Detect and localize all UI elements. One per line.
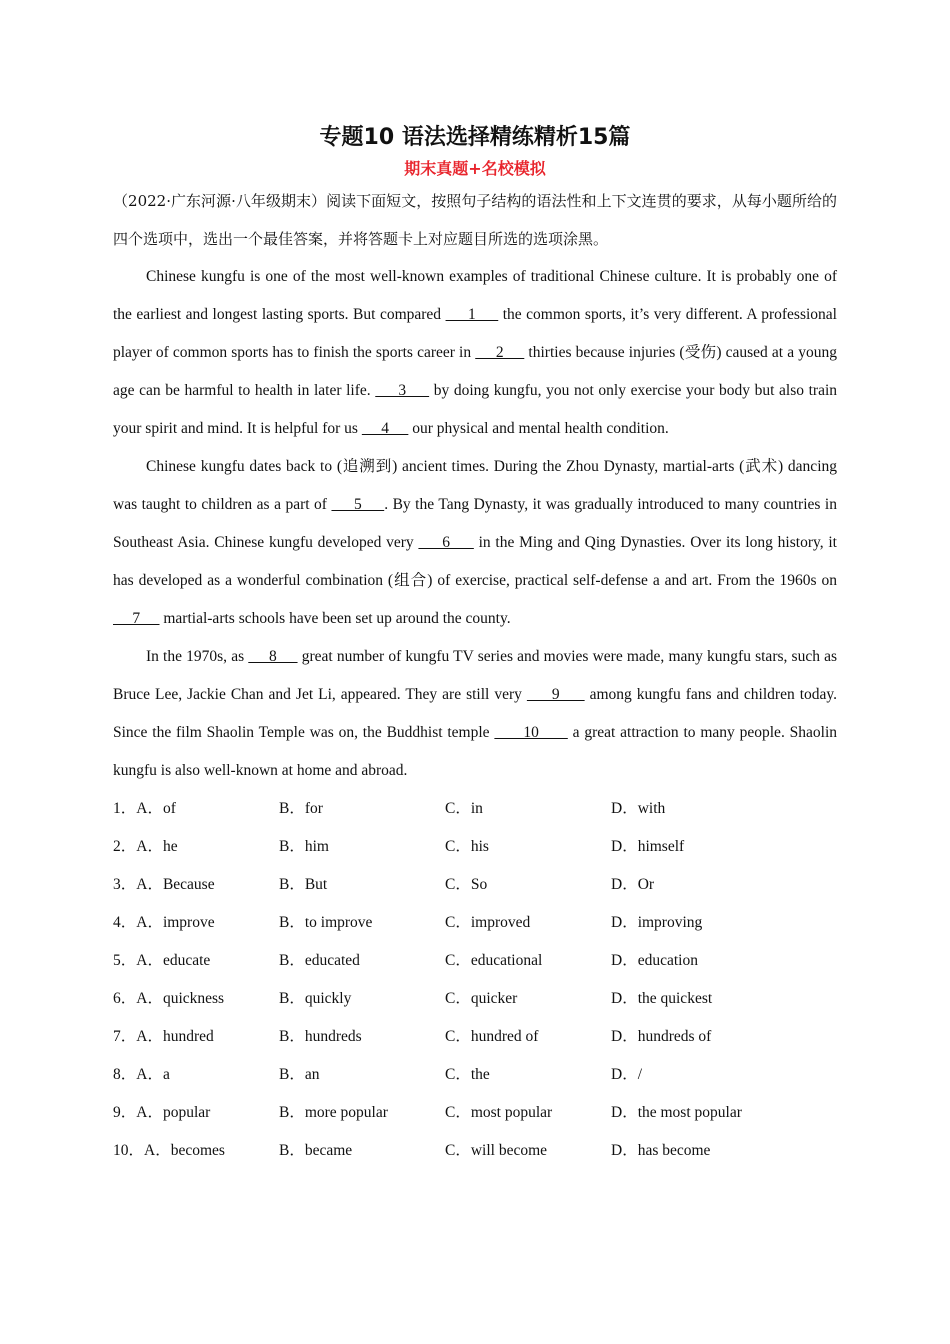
option-c: C．educational [445, 952, 543, 969]
option-d: D．the quickest [611, 990, 713, 1007]
option-d: D．education [611, 952, 698, 969]
option-c: C．will become [445, 1142, 548, 1159]
option-c: C．in [445, 800, 483, 817]
option-b: B．to improve [279, 914, 373, 931]
blank-9: 9 [526, 686, 585, 703]
option-a: 6．A．quickness [113, 990, 225, 1007]
question-row [113, 1018, 837, 1056]
option-b: B．an [279, 1066, 320, 1083]
option-d: D．with [611, 800, 666, 817]
option-c: C．quicker [445, 990, 518, 1007]
blank-3: 3 [375, 382, 430, 399]
option-d: D．Or [611, 876, 655, 893]
blank-5: 5 [331, 496, 385, 513]
option-a: 10．A．becomes [113, 1142, 225, 1159]
option-c: C．improved [445, 914, 531, 931]
page-subtitle: 期末真题+名校模拟 [404, 159, 546, 178]
option-b: B．him [279, 838, 329, 855]
option-d: D．has become [611, 1142, 711, 1159]
question-row [113, 942, 837, 980]
question-row [113, 1094, 837, 1132]
document-page [113, 118, 837, 1170]
option-c: C．most popular [445, 1104, 553, 1121]
blank-2: 2 [475, 344, 525, 361]
blank-1: 1 [445, 306, 499, 323]
question-list [113, 790, 837, 1170]
option-a: 5．A．educate [113, 952, 211, 969]
option-c: C．So [445, 876, 488, 893]
option-d: D．himself [611, 838, 685, 855]
option-b: B．quickly [279, 990, 352, 1007]
question-row [113, 1132, 837, 1170]
option-a: 3．A．Because [113, 876, 215, 893]
option-a: 2．A．he [113, 838, 178, 855]
option-c: C．his [445, 838, 489, 855]
option-d: D．the most popular [611, 1104, 742, 1121]
passage-paragraph-1: Chinese kungfu is one of the most well-known examples of traditional Chinese culture. It is probably one of the earliest and longest lasting sports. But compared 1 the common sports, it’s very different. A professional player of common sports has to finish the sports career in 2 thirties because injuries (受伤) caused at a young age can be harmful to health in later life. 3 by doing kungfu, you not only exercise your body but also train your spirit and mind. It is helpful for us 4 our physical and mental health condition. [113, 268, 838, 437]
question-row [113, 790, 837, 828]
option-d: D．/ [611, 1066, 643, 1083]
question-row [113, 980, 837, 1018]
blank-10: 10 [494, 724, 568, 741]
page-title: 专题10 语法选择精练精析15篇 [319, 125, 631, 150]
option-a: 4．A．improve [113, 914, 215, 931]
question-row [113, 904, 837, 942]
option-a: 8．A．a [113, 1066, 170, 1083]
question-row [113, 1056, 837, 1094]
option-c: C．hundred of [445, 1028, 539, 1045]
instructions: （2022·广东河源·八年级期末）阅读下面短文，按照句子结构的语法性和上下文连贯的要求，从每小题所给的四个选项中，选出一个最佳答案，并将答题卡上对应题目所选的选项涂黑。 [113, 192, 837, 248]
option-b: B．for [279, 800, 323, 817]
option-a: 7．A．hundred [113, 1028, 214, 1045]
option-a: 9．A．popular [113, 1104, 211, 1121]
blank-8: 8 [248, 648, 298, 665]
question-row [113, 828, 837, 866]
question-row [113, 866, 837, 904]
option-b: B．became [279, 1142, 353, 1159]
passage-paragraph-3: In the 1970s, as 8 great number of kungfu TV series and movies were made, many kungfu stars, such as Bruce Lee, Jackie Chan and Jet Li, appeared. They are still very 9 among kungfu fans and children today. Since the film Shaolin Temple was on, the Buddhist temple 10 a great attraction to many people. Shaolin kungfu is also well-known at home and abroad. [113, 648, 838, 779]
option-b: B．hundreds [279, 1028, 362, 1045]
blank-4: 4 [361, 420, 409, 437]
blank-6: 6 [418, 534, 474, 551]
option-b: B．more popular [279, 1104, 388, 1121]
option-b: B．educated [279, 952, 360, 969]
option-a: 1．A．of [113, 800, 176, 817]
option-d: D．improving [611, 914, 703, 931]
blank-7: 7 [113, 610, 160, 627]
option-d: D．hundreds of [611, 1028, 712, 1045]
option-c: C．the [445, 1066, 490, 1083]
passage-paragraph-2: Chinese kungfu dates back to (追溯到) ancient times. During the Zhou Dynasty, martial-arts (武术) dancing was taught to children as a part of 5 . By the Tang Dynasty, it was gradually introduced to many countries in Southeast Asia. Chinese kungfu developed very 6 in the Ming and Qing Dynasties. Over its long history, it has developed as a wonderful combination (组合) of exercise, practical self-defense a and art. From the 1960s on 7 martial-arts schools have been set up around the county. [113, 458, 837, 627]
option-b: B．But [279, 876, 328, 893]
